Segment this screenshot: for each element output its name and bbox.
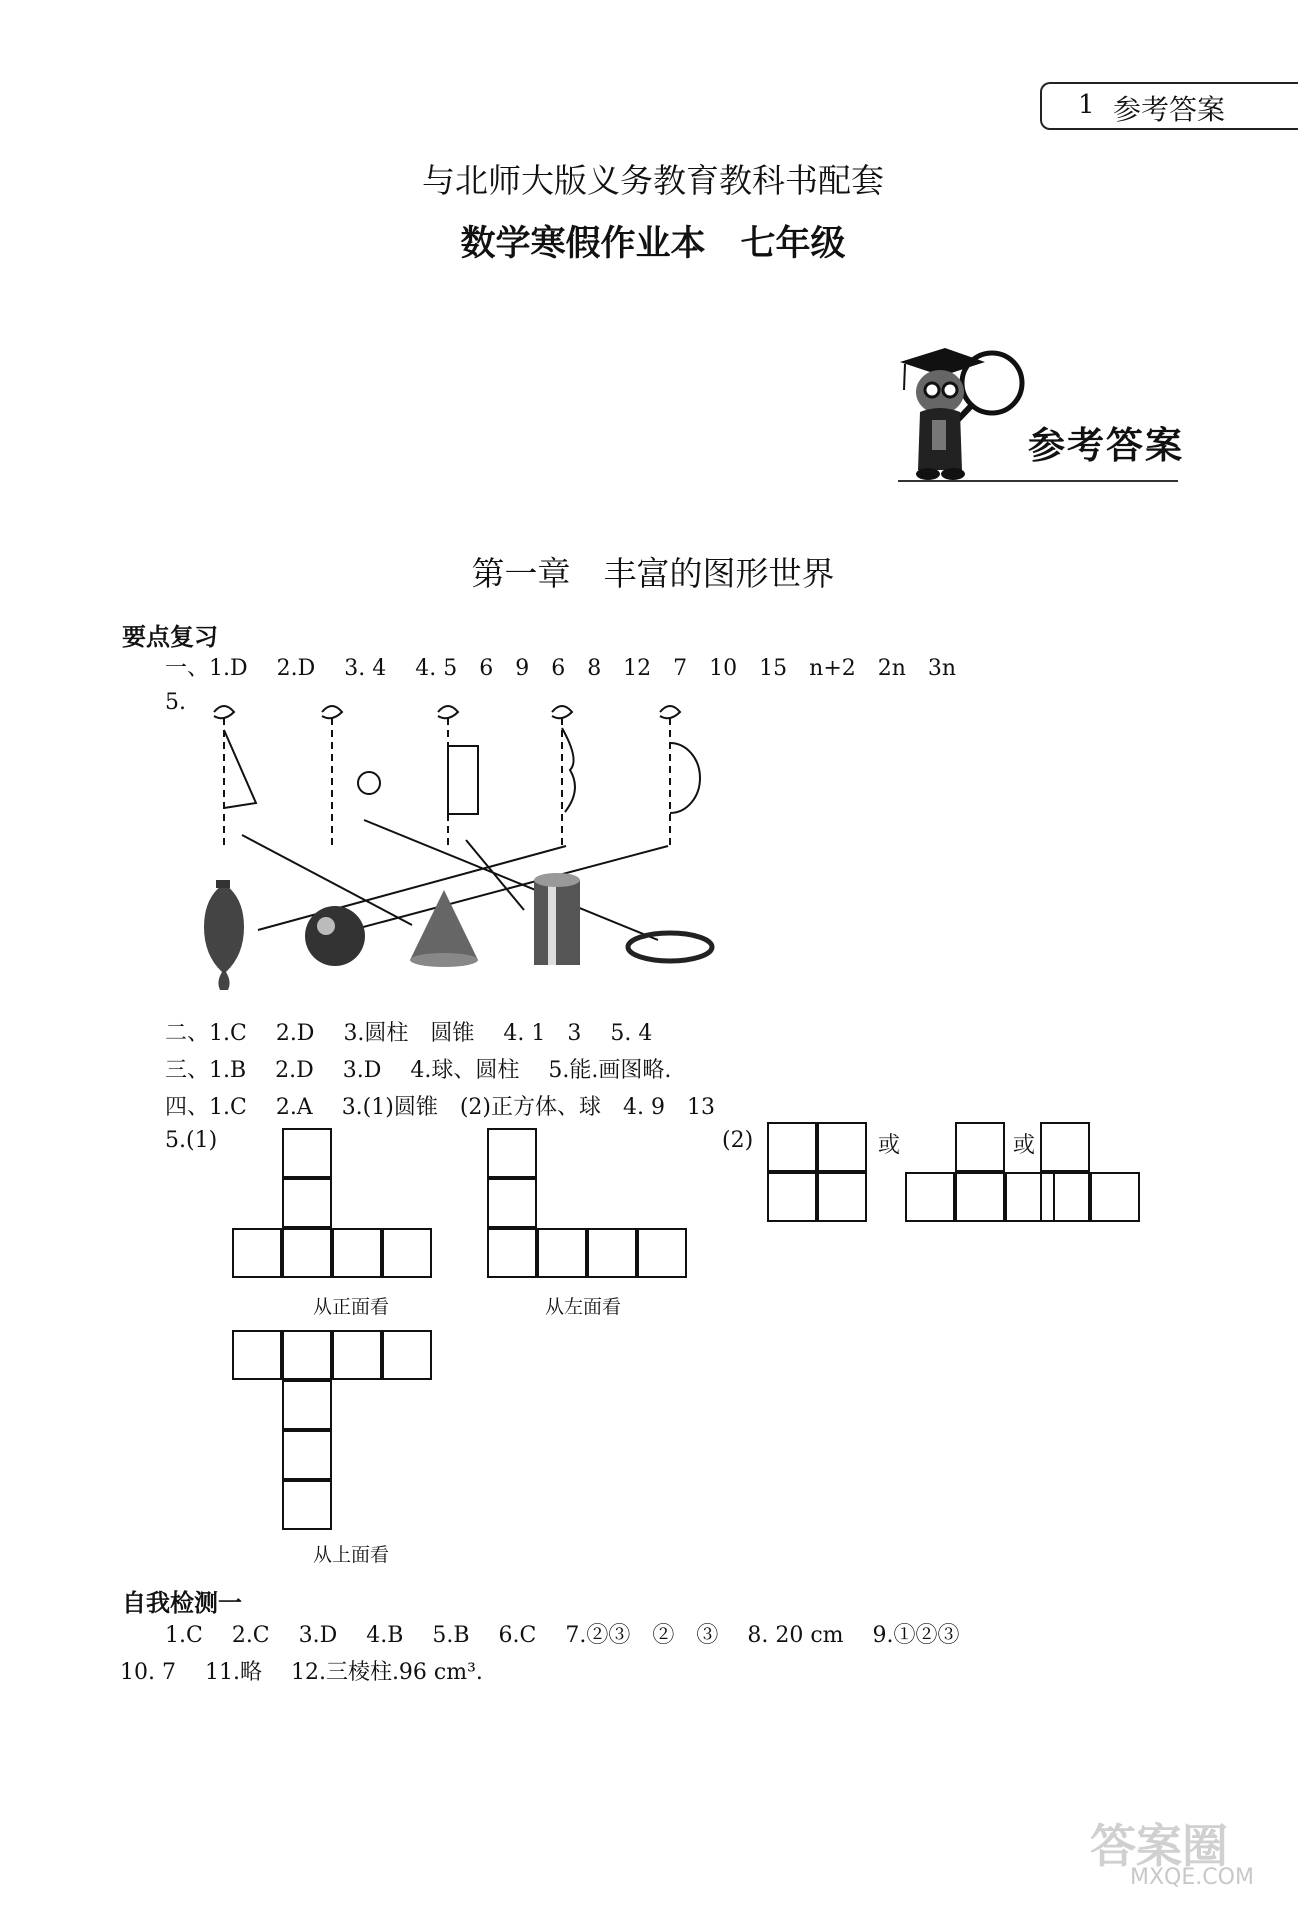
answer-line-2: 二、1.C 2.D 3.圆柱 圆锥 4. 1 3 5. 4 <box>165 1021 653 1046</box>
question-5-1-label: 5.(1) <box>165 1128 218 1153</box>
answer-line-1: 一、1.D 2.D 3. 4 4. 5 6 9 6 8 12 7 10 15 n+2 2n 3n <box>165 656 957 681</box>
answer-line-3: 三、1.B 2.D 3.D 4.球、圆柱 5.能.画图略. <box>165 1058 672 1083</box>
selfcheck-line-1: 1.C 2.C 3.D 4.B 5.B 6.C 7.②③ ② ③ 8. 20 cm 9.①②③ <box>165 1623 960 1648</box>
top-view-caption: 从上面看 <box>313 1544 390 1566</box>
left-view-caption: 从左面看 <box>545 1296 622 1318</box>
book-subtitle: 与北师大版义务教育教科书配套 <box>422 161 884 200</box>
book-title: 数学寒假作业本 七年级 <box>460 223 846 264</box>
header-tag-title: 参考答案 <box>1113 93 1226 126</box>
section-heading-selfcheck: 自我检测一 <box>122 1589 242 1617</box>
chapter-title: 第一章 丰富的图形世界 <box>471 554 835 593</box>
or-label-2: 或 <box>1013 1133 1036 1158</box>
question-5-label: 5. <box>165 690 186 715</box>
question-5-2-label: (2) <box>722 1128 754 1153</box>
selfcheck-line-2: 10. 7 11.略 12.三棱柱.96 cm³. <box>120 1660 483 1685</box>
front-view-caption: 从正面看 <box>313 1296 390 1318</box>
watermark-url: MXQE.COM <box>1130 1865 1254 1890</box>
logo-title: 参考答案 <box>1028 423 1184 467</box>
answer-line-4: 四、1.C 2.A 3.(1)圆锥 (2)正方体、球 4. 9 13 <box>165 1095 715 1120</box>
watermark-logo: 答案圈 <box>1090 1819 1228 1873</box>
page-number: 1 <box>1078 90 1095 120</box>
logo-underline <box>898 480 1178 482</box>
or-label-1: 或 <box>878 1133 901 1158</box>
section-heading-review: 要点复习 <box>122 623 218 651</box>
